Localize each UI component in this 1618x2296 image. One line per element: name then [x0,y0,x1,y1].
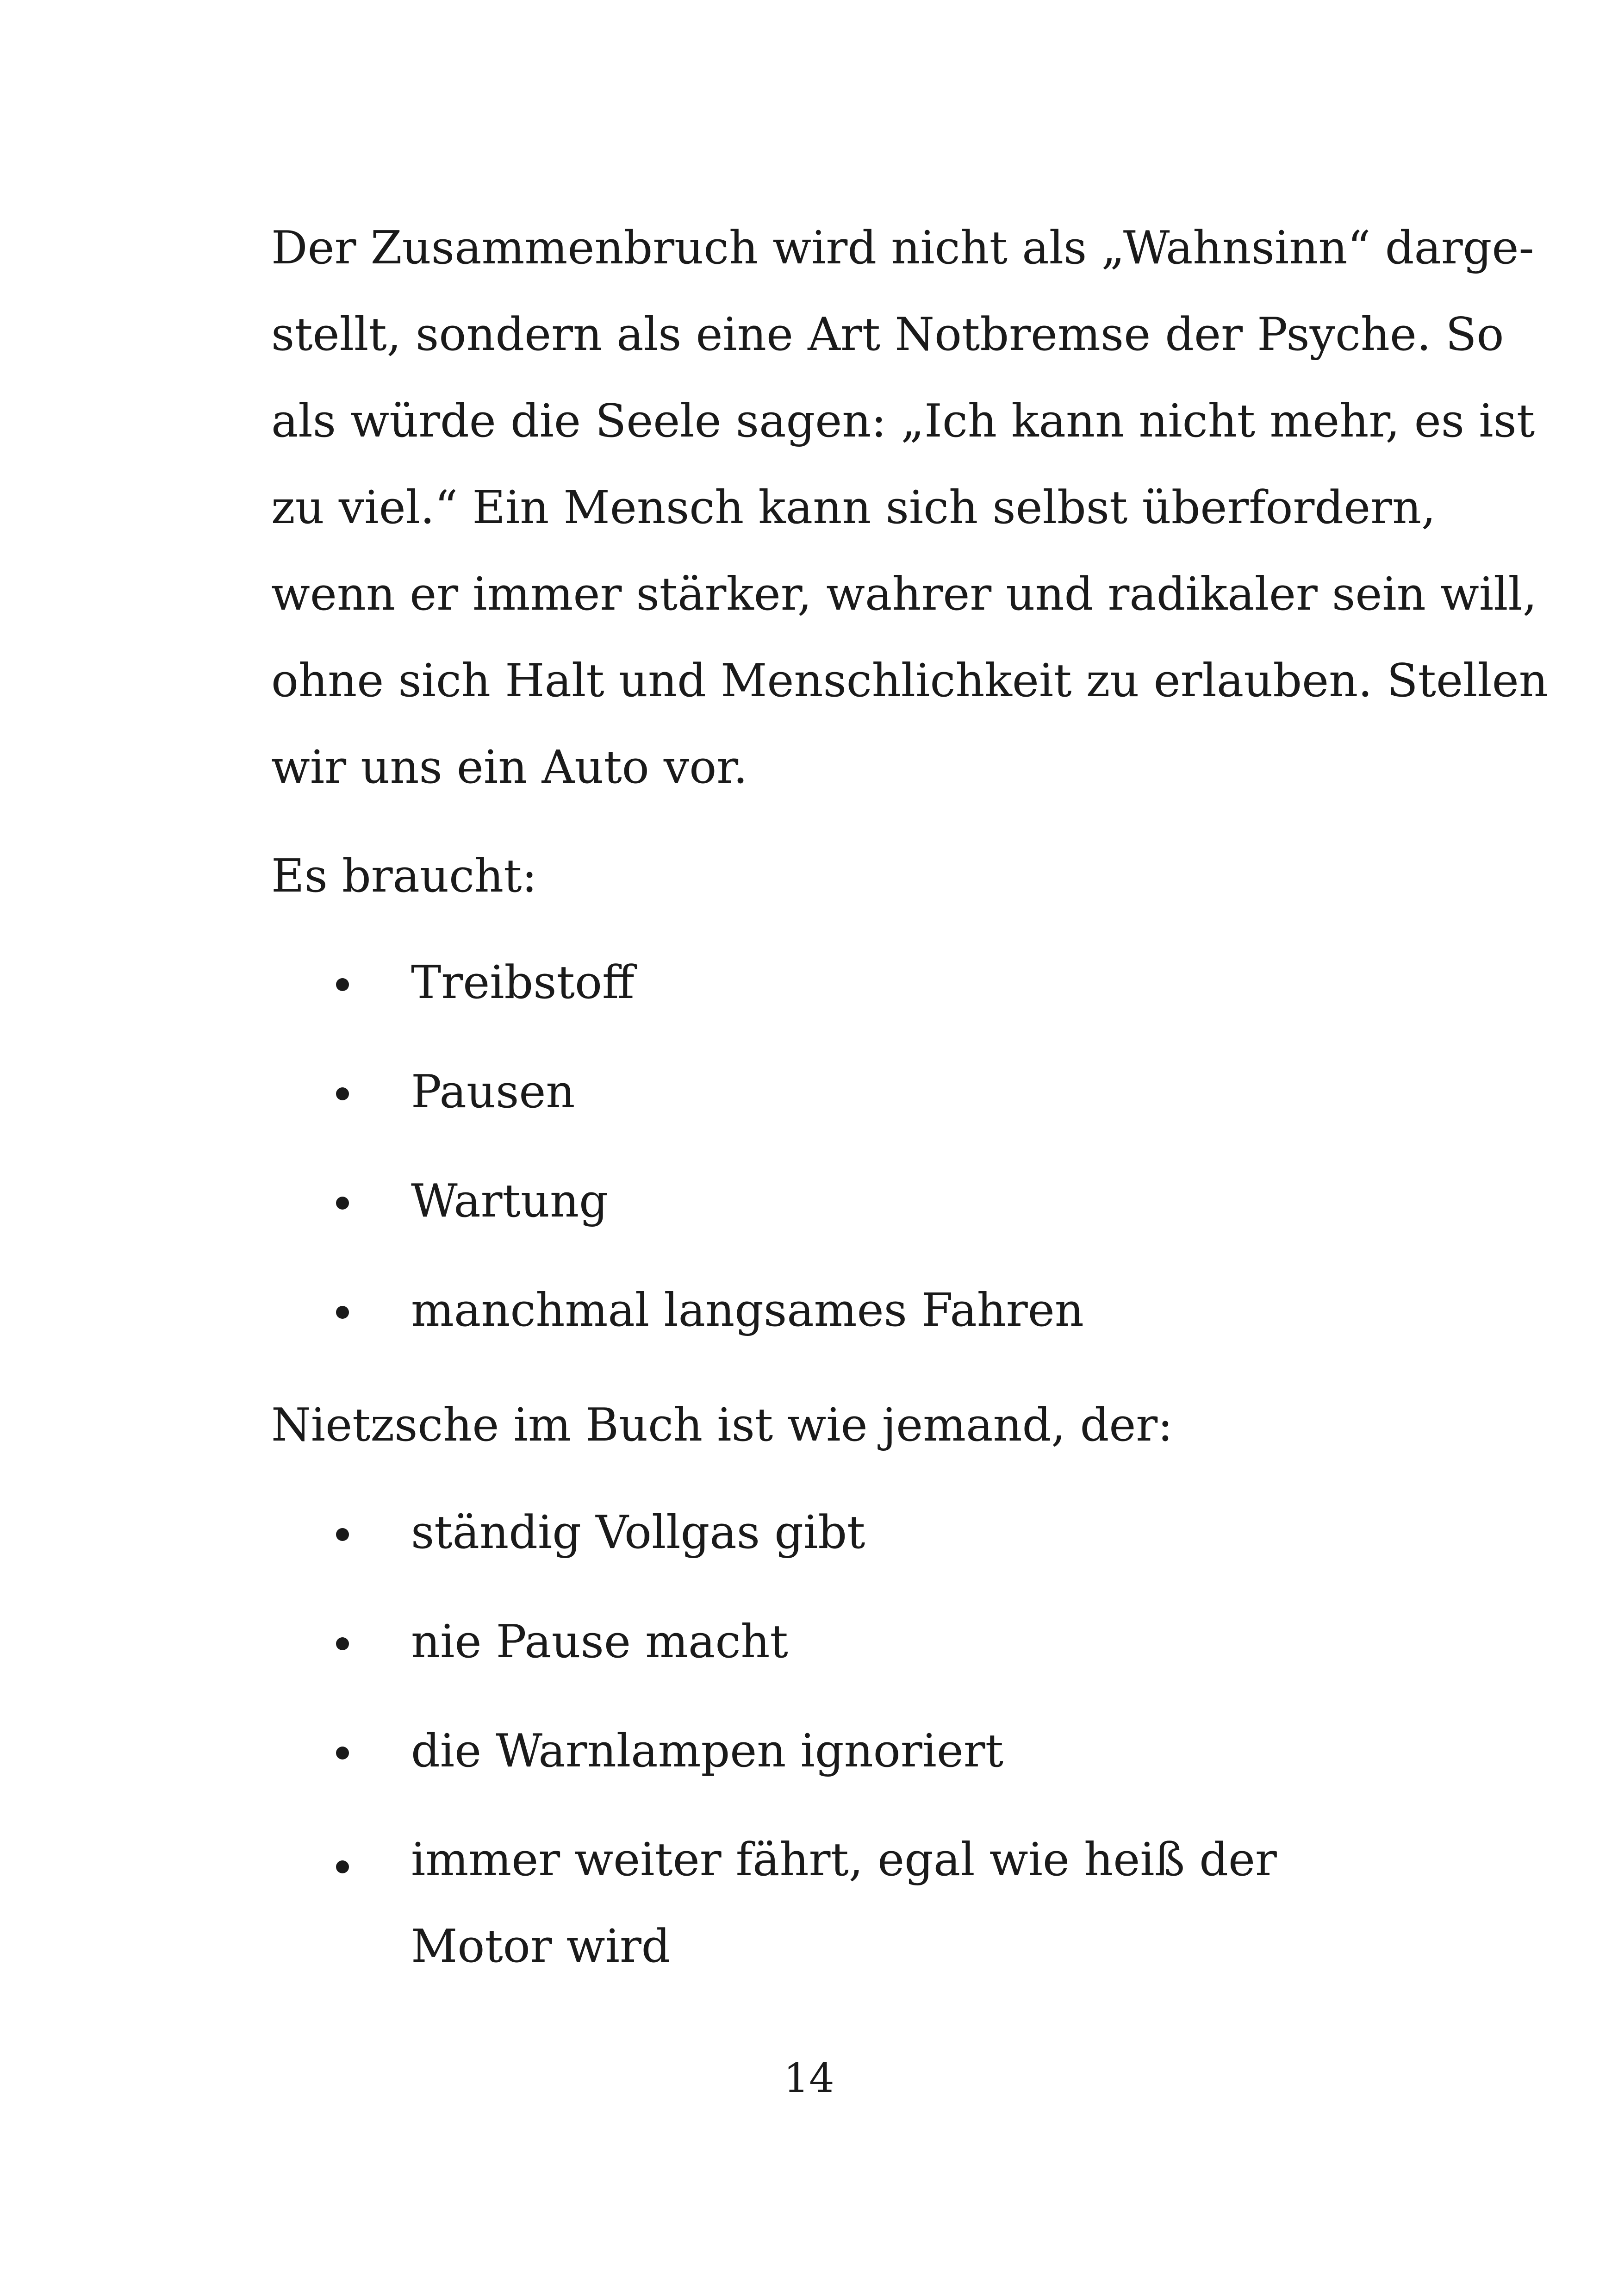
list-intro: Es braucht: [271,850,537,903]
document-page [271,0,1548,2296]
text-line: stellt, sondern als eine Art Notbremse der Psyche. So [271,308,1504,361]
text-line: wir uns ein Auto vor. [271,741,748,794]
list-item-text: immer weiter fährt, egal wie heiß der Motor wird [411,1834,1277,1973]
list-item [271,1147,1084,1256]
list-item-text: ständig Vollgas gibt [411,1506,865,1559]
list-item-text: Pausen [411,1066,575,1118]
list-item [271,1478,1410,1587]
bullet-icon [336,1306,349,1319]
list-item [271,1256,1084,1365]
text-line: als würde die Seele sagen: „Ich kann nicht mehr, es ist [271,395,1535,448]
bullet-list [271,928,1084,1365]
body-paragraph [271,205,1548,811]
text-line: Der Zusammenbruch wird nicht als „Wahnsinn“ darge- [271,222,1534,275]
list-item [271,928,1084,1037]
list-item-text: Treibstoff [411,956,635,1009]
list-item-text: die Warnlampen ignoriert [411,1725,1004,1778]
list-intro: Nietzsche im Buch ist wie jemand, der: [271,1399,1173,1452]
bullet-list [271,1478,1410,1990]
bullet-icon [336,1528,349,1541]
list-item-text: nie Pause macht [411,1616,788,1668]
list-item [271,1806,1410,1990]
list-item-text: Wartung [411,1175,608,1228]
bullet-icon [336,1087,349,1100]
bullet-icon [336,978,349,991]
bullet-icon [336,1860,349,1873]
page-number: 14 [784,2055,834,2102]
bullet-icon [336,1197,349,1210]
bullet-icon [336,1747,349,1759]
list-item [271,1587,1410,1697]
text-line: wenn er immer stärker, wahrer und radikaler sein will, [271,568,1537,621]
bullet-icon [336,1637,349,1650]
text-line: ohne sich Halt und Menschlichkeit zu erlauben. Stellen [271,655,1548,707]
text-line: zu viel.“ Ein Mensch kann sich selbst überfordern, [271,481,1436,534]
list-item [271,1697,1410,1806]
list-item [271,1037,1084,1147]
list-item-text: manchmal langsames Fahren [411,1284,1084,1337]
